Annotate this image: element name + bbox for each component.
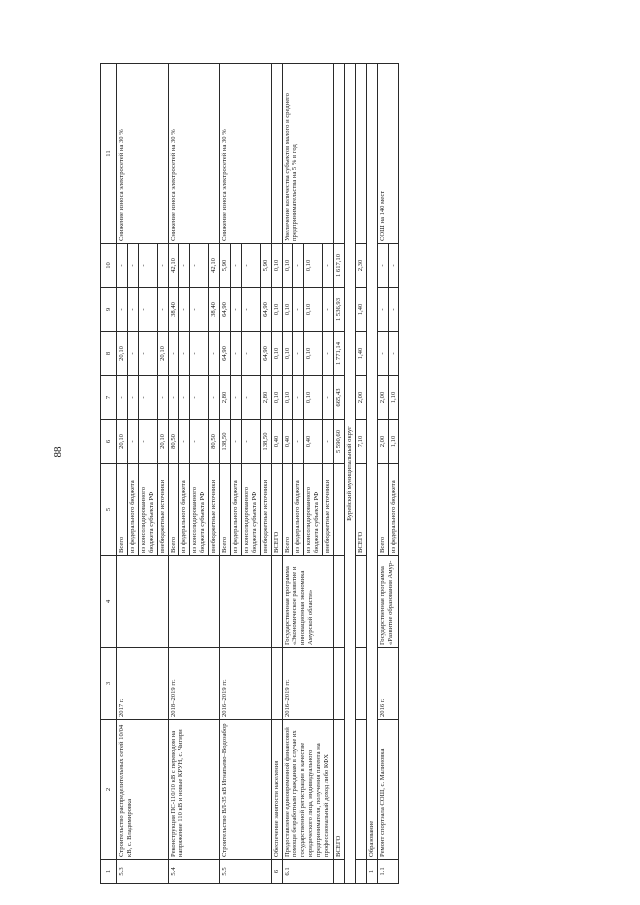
- amount-cell: -: [179, 420, 190, 464]
- item-number: 6.1: [282, 860, 334, 884]
- funding-source: Всего: [282, 464, 293, 556]
- amount-cell: 42,10: [168, 244, 179, 288]
- item-program: Государственная программа «Развитие образования Амур-: [377, 556, 399, 648]
- table-row: [117, 64, 128, 884]
- amount-cell: 0,10: [271, 244, 282, 288]
- amount-cell: -: [323, 420, 334, 464]
- header-cell: 4: [101, 556, 117, 648]
- item-program: Государственная программа «Экономическое развитие и инновационная экономика Амурской области»: [282, 556, 334, 648]
- amount-cell: -: [117, 244, 128, 288]
- amount-cell: -: [388, 332, 399, 376]
- summary-row: [355, 64, 366, 884]
- amount-cell: 5 590,60: [334, 420, 345, 464]
- amount-cell: 80,50: [168, 420, 179, 464]
- item-name: Строительство распределительных сетей 10/04 кВ, с. Владимировка: [117, 720, 169, 860]
- item-name: Предоставление единовременной финансовой помощи безработным гражданам в случае их государственной регистрации в качестве юридического лица, индивидуального предпринимателя, получения патента на профессиональный доход либо КФХ: [282, 720, 334, 860]
- amount-cell: -: [293, 244, 304, 288]
- section-title-row: [344, 64, 355, 884]
- amount-cell: -: [190, 288, 209, 332]
- funding-source: из консолидированного бюджета субъекта РФ: [241, 464, 260, 556]
- amount-cell: 38,40: [209, 288, 220, 332]
- table-row: [220, 64, 231, 884]
- item-number: 5.5: [220, 860, 272, 884]
- document-sheet: [100, 64, 399, 884]
- item-program: [220, 556, 272, 648]
- amount-cell: 1,40: [355, 332, 366, 376]
- amount-cell: -: [190, 420, 209, 464]
- header-cell: 6: [101, 420, 117, 464]
- amount-cell: 20,10: [117, 332, 128, 376]
- amount-cell: 64,90: [260, 288, 271, 332]
- amount-cell: 0,10: [304, 288, 323, 332]
- amount-cell: -: [323, 244, 334, 288]
- table-row: [377, 64, 388, 884]
- amount-cell: 2,80: [220, 376, 231, 420]
- amount-cell: -: [293, 420, 304, 464]
- funding-source: Всего: [377, 464, 388, 556]
- amount-cell: -: [209, 332, 220, 376]
- amount-cell: -: [230, 288, 241, 332]
- amount-cell: 5,90: [260, 244, 271, 288]
- funding-source: ВСЕГО: [271, 464, 282, 556]
- amount-cell: 0,10: [304, 376, 323, 420]
- amount-cell: -: [241, 288, 260, 332]
- item-period: 2016–2019 гг.: [282, 648, 334, 720]
- header-cell: 8: [101, 332, 117, 376]
- amount-cell: 2,30: [355, 244, 366, 288]
- amount-cell: -: [323, 332, 334, 376]
- item-number: [355, 860, 366, 884]
- amount-cell: 1 536,93: [334, 288, 345, 332]
- funding-source: из консолидированного бюджета субъекта РФ: [138, 464, 157, 556]
- page-number: 88: [52, 446, 64, 458]
- funding-source: внебюджетные источники: [323, 464, 334, 556]
- amount-cell: -: [138, 244, 157, 288]
- amount-cell: 138,50: [220, 420, 231, 464]
- amount-cell: -: [138, 332, 157, 376]
- funding-source: из федерального бюджета: [127, 464, 138, 556]
- amount-cell: 2,00: [377, 376, 388, 420]
- expected-result: [271, 64, 282, 244]
- item-name: Обеспечение занятости населения: [271, 720, 282, 860]
- amount-cell: -: [190, 332, 209, 376]
- amount-cell: -: [168, 376, 179, 420]
- expected-result: [355, 64, 366, 244]
- amount-cell: -: [127, 288, 138, 332]
- item-number: [334, 860, 345, 884]
- amount-cell: 7,10: [355, 420, 366, 464]
- table-row: [271, 64, 282, 884]
- amount-cell: 2,00: [355, 376, 366, 420]
- amount-cell: -: [388, 288, 399, 332]
- amount-cell: 0,10: [282, 332, 293, 376]
- expected-result: Снижение износа электросетей на 30 %: [220, 64, 272, 244]
- amount-cell: 20,10: [157, 420, 168, 464]
- item-program: [355, 556, 366, 648]
- item-number: 5.4: [168, 860, 220, 884]
- amount-cell: 2,00: [377, 420, 388, 464]
- amount-cell: 1 617,10: [334, 244, 345, 288]
- amount-cell: -: [179, 244, 190, 288]
- funding-source: внебюджетные источники: [260, 464, 271, 556]
- amount-cell: 5,90: [220, 244, 231, 288]
- amount-cell: 1,40: [355, 288, 366, 332]
- amount-cell: 64,90: [220, 332, 231, 376]
- amount-cell: -: [127, 244, 138, 288]
- item-number: 1: [366, 860, 377, 884]
- table-row: [282, 64, 293, 884]
- table-row: [334, 64, 345, 884]
- amount-cell: -: [293, 376, 304, 420]
- amount-cell: -: [241, 420, 260, 464]
- amount-cell: 0,10: [282, 244, 293, 288]
- item-program: [168, 556, 220, 648]
- amount-cell: -: [230, 420, 241, 464]
- amount-cell: -: [241, 332, 260, 376]
- section-name: Образование: [366, 64, 377, 860]
- item-name: [355, 720, 366, 860]
- amount-cell: 0,10: [304, 332, 323, 376]
- funding-source: Всего: [168, 464, 179, 556]
- section-row: [366, 64, 377, 884]
- amount-cell: 0,10: [271, 332, 282, 376]
- amount-cell: -: [293, 332, 304, 376]
- amount-cell: -: [230, 244, 241, 288]
- amount-cell: -: [117, 376, 128, 420]
- funding-source: Всего: [117, 464, 128, 556]
- amount-cell: 38,40: [168, 288, 179, 332]
- amount-cell: -: [138, 376, 157, 420]
- expected-result: Снижение износа электросетей на 30 %: [117, 64, 169, 244]
- amount-cell: 64,90: [260, 332, 271, 376]
- funding-source: из консолидированного бюджета субъекта РФ: [190, 464, 209, 556]
- header-row: [101, 64, 117, 884]
- amount-cell: -: [377, 244, 388, 288]
- amount-cell: -: [230, 376, 241, 420]
- amount-cell: -: [138, 288, 157, 332]
- header-cell: 2: [101, 720, 117, 860]
- amount-cell: -: [117, 288, 128, 332]
- item-period: 2018–2019 гг.: [168, 648, 220, 720]
- amount-cell: 0,10: [282, 376, 293, 420]
- amount-cell: 64,90: [220, 288, 231, 332]
- amount-cell: 20,10: [117, 420, 128, 464]
- amount-cell: -: [157, 244, 168, 288]
- item-number: 1.1: [377, 860, 399, 884]
- amount-cell: -: [127, 332, 138, 376]
- table-row: [168, 64, 179, 884]
- amount-cell: 42,10: [209, 244, 220, 288]
- amount-cell: 0,10: [304, 244, 323, 288]
- item-number: 5.3: [117, 860, 169, 884]
- expected-result: Увеличение количества субъектов малого и среднего предпринимательства на 5 % в год: [282, 64, 334, 244]
- amount-cell: -: [168, 332, 179, 376]
- item-period: 2017 г.: [117, 648, 169, 720]
- amount-cell: -: [241, 244, 260, 288]
- amount-cell: 20,10: [157, 332, 168, 376]
- amount-cell: -: [209, 376, 220, 420]
- amount-cell: 0,10: [271, 288, 282, 332]
- amount-cell: -: [377, 332, 388, 376]
- amount-cell: 665,43: [334, 376, 345, 420]
- item-period: [271, 648, 282, 720]
- amount-cell: 2,80: [260, 376, 271, 420]
- funding-source: внебюджетные источники: [209, 464, 220, 556]
- funding-source: ВСЕГО: [355, 464, 366, 556]
- funding-source: из федерального бюджета: [388, 464, 399, 556]
- item-name: ВСЕГО: [334, 720, 345, 860]
- funding-source: из федерального бюджета: [230, 464, 241, 556]
- header-cell: 10: [101, 244, 117, 288]
- amount-cell: 0,10: [282, 288, 293, 332]
- amount-cell: 1,10: [388, 420, 399, 464]
- funding-source: из федерального бюджета: [293, 464, 304, 556]
- amount-cell: -: [241, 376, 260, 420]
- amount-cell: -: [230, 332, 241, 376]
- header-cell: 1: [101, 860, 117, 884]
- funding-source: внебюджетные источники: [157, 464, 168, 556]
- item-name: Ремонт спортзала СОШ, с. Малиновка: [377, 720, 399, 860]
- amount-cell: -: [377, 288, 388, 332]
- amount-cell: 0,10: [271, 376, 282, 420]
- item-name: Строительство ВЛ-35 кВ Игнатьево–Водозабор: [220, 720, 272, 860]
- amount-cell: -: [127, 420, 138, 464]
- amount-cell: -: [157, 376, 168, 420]
- item-period: [334, 648, 345, 720]
- section-title: Бурейский муниципальный округ: [344, 64, 355, 884]
- amount-cell: -: [293, 288, 304, 332]
- amount-cell: -: [190, 376, 209, 420]
- item-program: [117, 556, 169, 648]
- expected-result: СОШ на 140 мест: [377, 64, 399, 244]
- header-cell: 3: [101, 648, 117, 720]
- header-cell: 11: [101, 64, 117, 244]
- item-number: 6: [271, 860, 282, 884]
- item-period: 2016 г.: [377, 648, 399, 720]
- amount-cell: -: [179, 288, 190, 332]
- item-period: [355, 648, 366, 720]
- funding-source: из федерального бюджета: [179, 464, 190, 556]
- header-cell: 7: [101, 376, 117, 420]
- item-program: [271, 556, 282, 648]
- amount-cell: 0,40: [271, 420, 282, 464]
- amount-cell: 0,40: [304, 420, 323, 464]
- amount-cell: 80,50: [209, 420, 220, 464]
- item-program: [334, 556, 345, 648]
- amount-cell: -: [388, 244, 399, 288]
- amount-cell: -: [138, 420, 157, 464]
- amount-cell: -: [179, 332, 190, 376]
- amount-cell: 1 771,14: [334, 332, 345, 376]
- amount-cell: 1,10: [388, 376, 399, 420]
- expected-result: [334, 64, 345, 244]
- expected-result: Снижение износа электросетей на 30 %: [168, 64, 220, 244]
- header-cell: 9: [101, 288, 117, 332]
- amount-cell: -: [127, 376, 138, 420]
- amount-cell: -: [179, 376, 190, 420]
- amount-cell: -: [157, 288, 168, 332]
- funding-source: из консолидированного бюджета субъекта РФ: [304, 464, 323, 556]
- item-name: Реконструкция ПС-110/10 кВ с переводом на напряжение 110 кВ и новые КРУН, с. Чигири: [168, 720, 220, 860]
- funding-source: Всего: [220, 464, 231, 556]
- amount-cell: 0,40: [282, 420, 293, 464]
- data-table: [100, 63, 399, 884]
- amount-cell: 138,50: [260, 420, 271, 464]
- amount-cell: -: [323, 376, 334, 420]
- amount-cell: -: [323, 288, 334, 332]
- amount-cell: -: [190, 244, 209, 288]
- funding-source: [334, 464, 345, 556]
- item-period: 2016–2019 гг.: [220, 648, 272, 720]
- header-cell: 5: [101, 464, 117, 556]
